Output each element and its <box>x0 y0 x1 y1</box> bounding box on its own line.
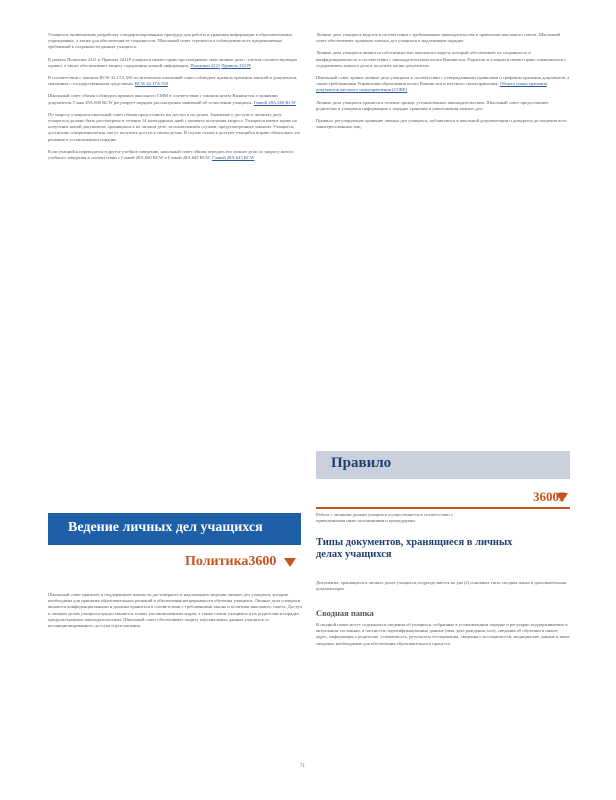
link-rcw-28a-600[interactable]: Главой 28A.600 RCW <box>253 99 296 105</box>
doc-types-intro <box>316 580 570 598</box>
right-paragraph-4: Личные дела учащихся хранятся в течение сроков, установленных законодательством. Школьный совет предоставляет родителям и учащимся информацию о порядке хранения и уничтожения личных дел. <box>316 99 549 111</box>
rule-number-tag: 3600P <box>533 489 567 504</box>
policy-paragraph: Школьный совет признает и поддерживает важность достоверного и надлежащего ведения личных дел учащихся, которые необходимы для принятия образовательных решений и обеспечения непрерывности обучения учащихся. Личные дела учащихся являются конфиденциальными и должны храниться в соответствии с требованиями закона и политики школьного совета. Доступ к личным делам учащихся предоставляется только уполномоченным лицам, а также самим учащимся и их родителям в порядке, предусмотренном законодательством. Школьный совет обеспечивает защиту персональных данных учащихся от несанкционированного доступа и разглашения. <box>48 592 302 629</box>
left-paragraph-4: Школьный совет обязан соблюдать правила школьного CMM в соответствии с законом штата Вашингтон о хранении документов. Глава 28A.600 RCW регулирует порядок рассмотрения заявлений об отчислении учащихся. Главой 28A.600 RCW <box>48 93 296 105</box>
left-paragraph-1: Учащихся, включающих разработку стандартизированных процедур для работы и хранения информации в образовательных учреждениях, а также для обеспечения ее сохранности. Школьный совет стремится к соблюдению всех предъявляемых требований к сохранности данных учащихся. <box>48 32 293 50</box>
consolidated-folder-text <box>316 622 570 653</box>
triangle-down-icon <box>556 493 568 502</box>
consolidated-folder-paragraph: В сводной папке могут содержаться сведения об учащихся, собранные в установленном порядке и регулярно поддерживаемые в актуальном состоянии, в частности: идентификационные данные (имя, дата рождения, пол), сведения об обучении в школе, адрес, информация о родителях, успеваемость, результаты тестирования, сведения о посещаемости, медицинские данные и иные сведения, необходимые для обеспечения образовательного процесса. <box>316 622 570 646</box>
link-rcw-28a-645[interactable]: Главой 28A.645 RCW <box>212 155 255 161</box>
left-column-text <box>48 32 302 167</box>
rule-header-title: Правило <box>331 455 392 471</box>
policy-number-tag: Политика3600 <box>185 554 277 569</box>
link-policy-2221[interactable]: Политики 2221 <box>190 62 221 68</box>
rule-header-box <box>316 451 570 479</box>
link-rcw-42-17a-550[interactable]: RCW 42.17A.550 <box>134 81 169 87</box>
link-rule-3221p[interactable]: Правила 3221P <box>221 62 251 68</box>
page-number: 71 <box>300 764 305 769</box>
doc-types-heading: Типы документов, хранящиеся в личных делах учащихся <box>316 537 513 560</box>
consolidated-folder-heading: Сводная папка <box>316 608 374 618</box>
right-paragraph-3: Школьный совет хранит личные дела учащихся в соответствии с утвержденными правилами и графиком хранения документов, а также требованиями Управления образования штата Вашингтон и местного самоуправления. Общего плана хранения документов местного самоуправления (CORE) <box>316 75 570 93</box>
right-paragraph-5: Правила, регулирующие хранение личных дел учащихся, публикуются в школьной документации и доводятся до сведения всех заинтересованных лиц. <box>316 118 567 130</box>
rule-intro-paragraph: Работа с личными делами учащихся осуществляется в соответствии с приведенными ниже положениями и процедурами. <box>316 512 453 524</box>
left-paragraph-2: В рамках Политики 2221 и Правила 3221P учащиеся имеют право просматривать свои личные дела с учетом соответствующих правил, а также обеспечивают защиту содержания личной информации. Политики 2221 Правила 3221P <box>48 56 298 68</box>
left-paragraph-5: По запросу учащихся школьный совет обязан предоставить им доступ к их делам. Заявление о доступе к личному делу учащегося должно быть рассмотрено в течение 14 календарных дней с момента получения запроса. Учащиеся имеют право на получение копий документов, хранящихся в их личном деле, за исключением случаев, предусмотренных законом. Учащиеся, достигшие совершеннолетия, могут получить доступ к своим делам. В случае отказа в доступе учащийся вправе обжаловать это решение в установленном порядке. <box>48 111 301 142</box>
policy-body-text <box>48 592 302 635</box>
right-paragraph-1: Личные дела учащихся ведутся в соответствии с требованиями законодательства и правилами школьного совета. Школьный совет обеспечивает хранение личных дел учащихся в надлежащем порядке. <box>316 32 561 44</box>
section-banner-student-records <box>48 513 301 545</box>
link-core-plan[interactable]: Общего плана хранения документов местного самоуправления (CORE) <box>316 81 547 93</box>
left-paragraph-3: В соответствии с законом RCW 42.17A.550 политических школьный совет соблюдает правила хранения записей и документов, связанных с государственными средствами. RCW 42.17A.550 <box>48 75 298 87</box>
triangle-down-icon <box>284 558 296 567</box>
section-banner-title: Ведение личных дел учащихся <box>68 520 263 535</box>
rule-intro-text <box>316 512 476 530</box>
right-column-text <box>316 32 570 136</box>
doc-types-intro-paragraph: Документы, хранящиеся в личных делах учащихся, подразделяются на два (2) основных типа: сводная папка и дополнительная документация. <box>316 580 567 592</box>
right-paragraph-2: Личные дела учащихся являются собственностью школьного округа, который обеспечивает их сохранность и конфиденциальность в соответствии с законодательством штата Вашингтон. Родители и учащиеся имеют право ознакомиться с содержанием личного дела и получить копии документов. <box>316 50 567 68</box>
rule-divider <box>316 507 570 509</box>
left-paragraph-6: Если учащийся переводится в другое учебное заведение, школьный совет обязан передать его личное дело по запросу нового учебного заведения в соответствии с Главой 28A.600 RCW и Главой 28A.645 RCW. Главой 28A.645 RCW <box>48 148 294 161</box>
